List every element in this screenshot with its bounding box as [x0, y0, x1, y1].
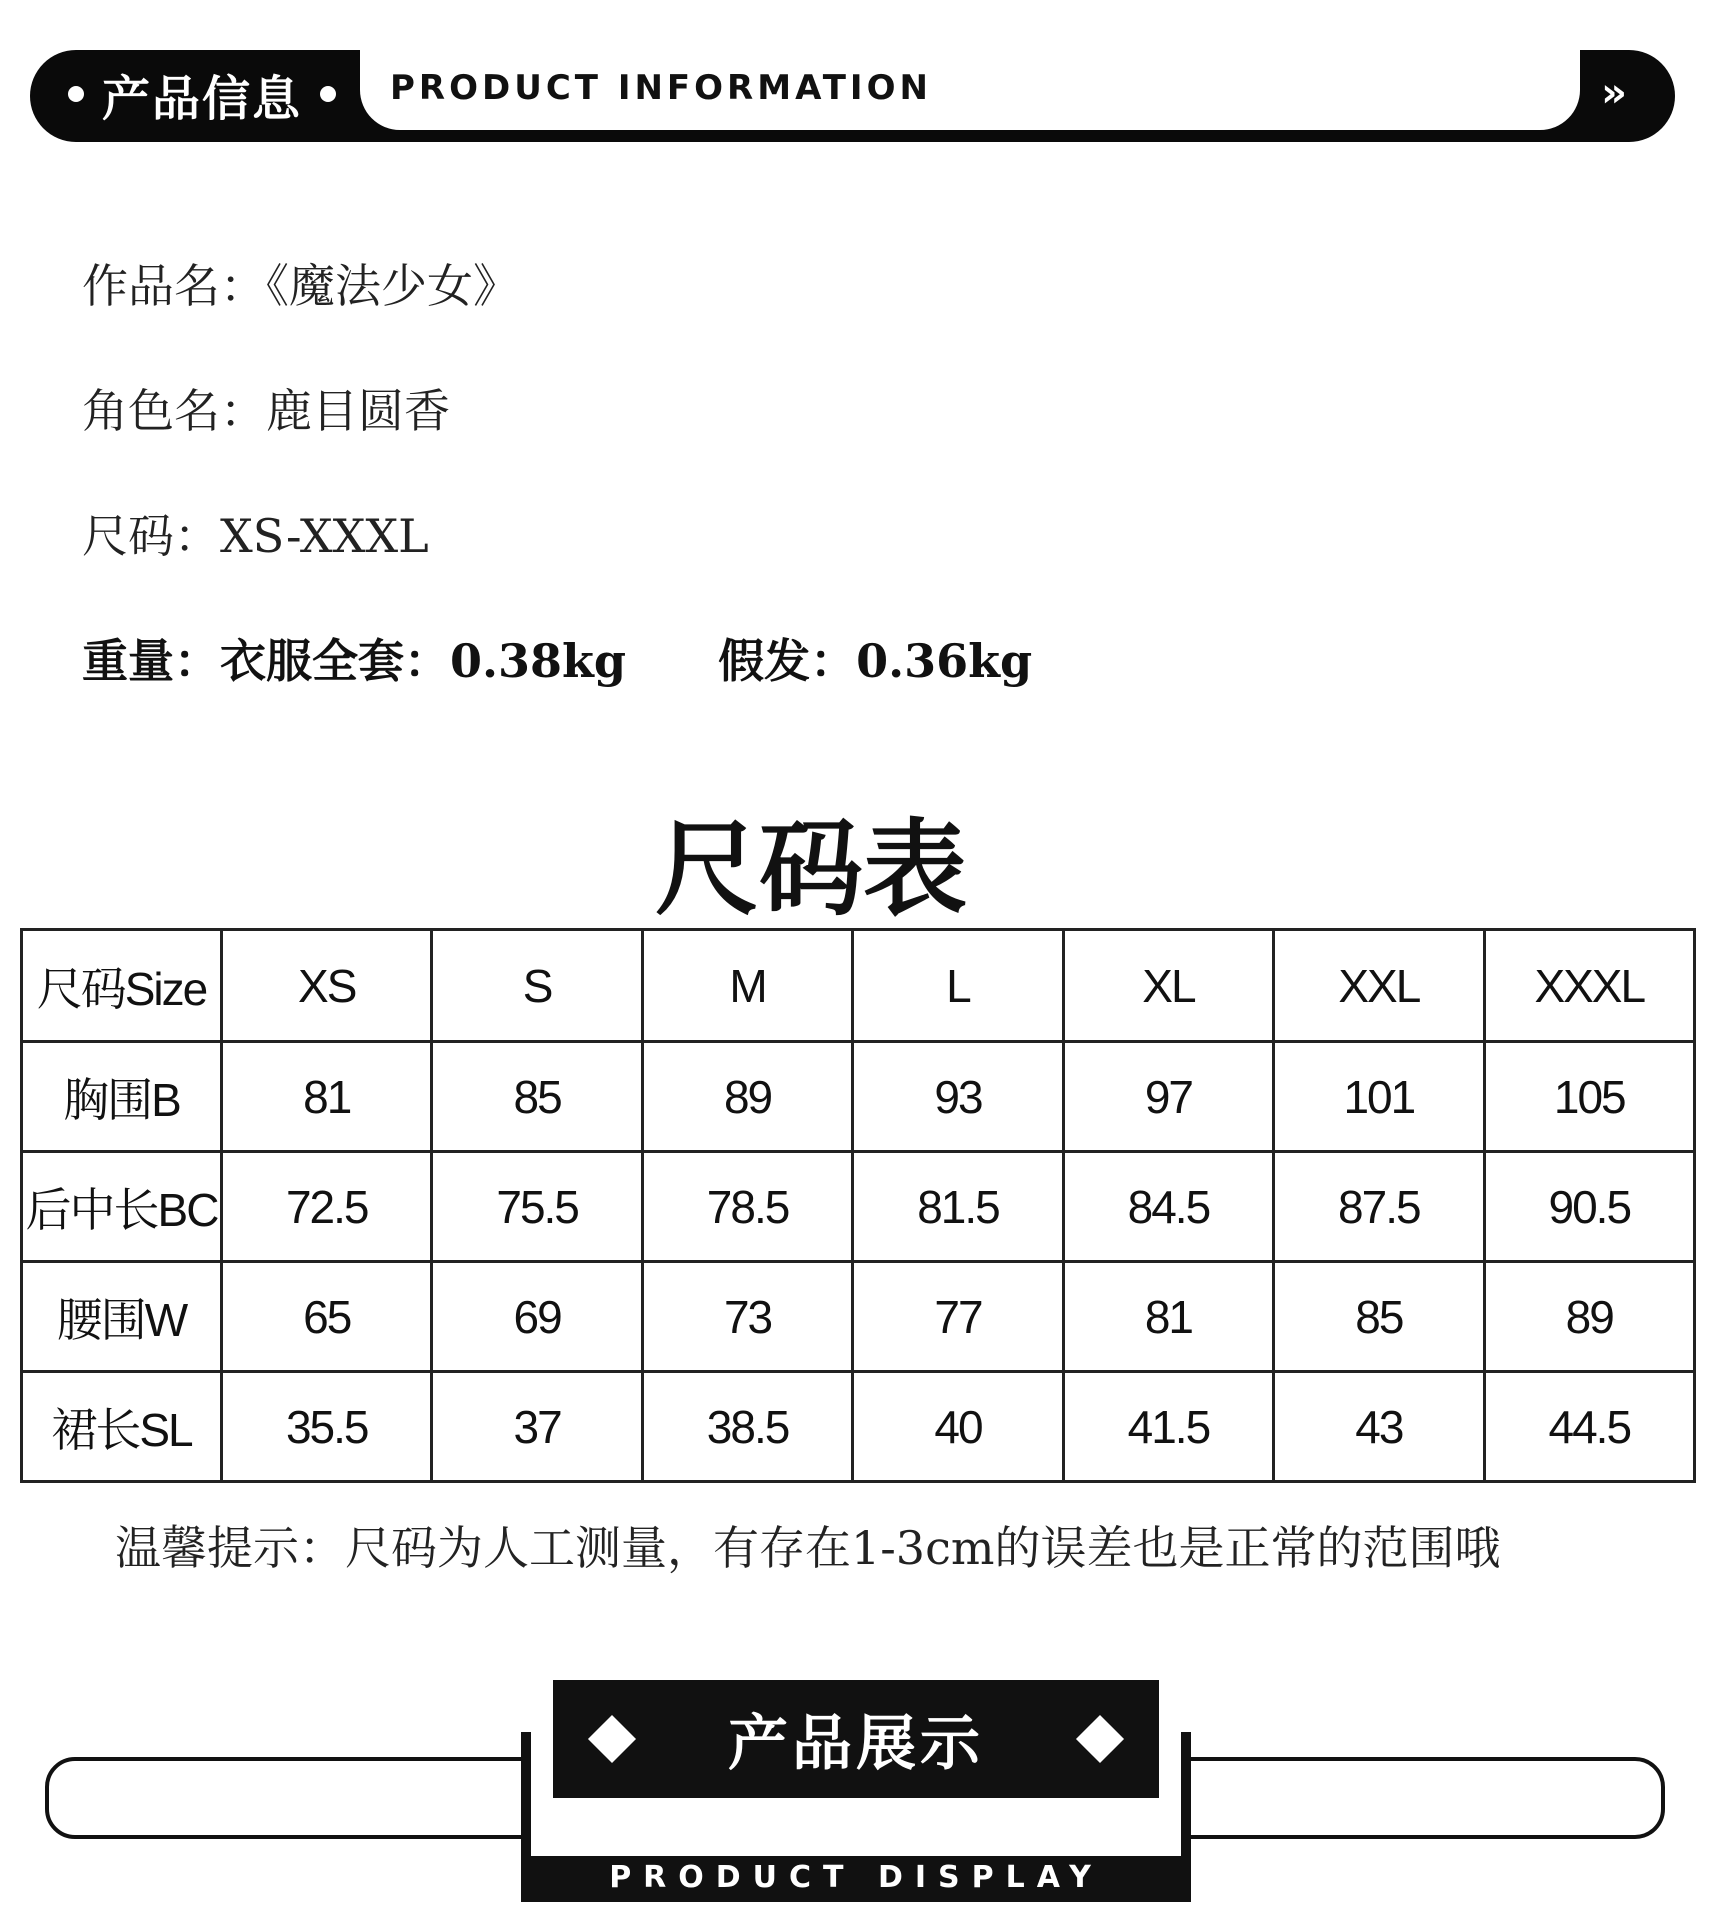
table-header-cell: M — [642, 930, 852, 1042]
table-cell: 93 — [853, 1042, 1063, 1152]
table-cell: 77 — [853, 1262, 1063, 1372]
table-cell: 81 — [1063, 1262, 1273, 1372]
table-cell: 69 — [432, 1262, 642, 1372]
table-cell: 37 — [432, 1372, 642, 1482]
table-row — [22, 1372, 1695, 1482]
banner-title-cn: 产品信息 — [102, 70, 303, 127]
table-cell: 75.5 — [432, 1152, 642, 1262]
size-range: 尺码：XS-XXXL — [82, 509, 429, 563]
size-table — [20, 928, 1696, 1483]
weight-wig: 假发：0.36kg — [718, 634, 1033, 688]
work-name: 作品名：《魔法少女》 — [82, 259, 519, 313]
table-header-cell: S — [432, 930, 642, 1042]
table-row — [22, 1042, 1695, 1152]
banner-cn-group — [68, 64, 336, 127]
bullet-dot-icon — [320, 86, 336, 102]
table-cell: 81.5 — [853, 1152, 1063, 1262]
diamond-icon — [1076, 1715, 1124, 1763]
table-cell: 43 — [1274, 1372, 1484, 1482]
table-header-cell: 尺码Size — [22, 930, 222, 1042]
table-header-cell: XXXL — [1484, 930, 1694, 1042]
table-cell: 89 — [1484, 1262, 1694, 1372]
weight-costume: 重量：衣服全套：0.38kg — [82, 634, 627, 688]
table-row-label: 后中长BC — [22, 1152, 222, 1262]
table-row-label: 裙长SL — [22, 1372, 222, 1482]
table-cell: 78.5 — [642, 1152, 852, 1262]
table-cell: 89 — [642, 1042, 852, 1152]
table-cell: 101 — [1274, 1042, 1484, 1152]
banner-title-en: PRODUCT INFORMATION — [390, 68, 932, 108]
table-cell: 73 — [642, 1262, 852, 1372]
table-cell: 85 — [432, 1042, 642, 1152]
table-cell: 84.5 — [1063, 1152, 1273, 1262]
bullet-dot-icon — [68, 86, 84, 102]
table-cell: 72.5 — [222, 1152, 432, 1262]
display-title-cn: 产品展示 — [728, 1709, 984, 1779]
product-display-banner — [0, 1680, 1717, 1895]
table-header-cell: XS — [222, 930, 432, 1042]
display-title-en: PRODUCT DISPLAY — [609, 1860, 1103, 1895]
character-name: 角色名：鹿目圆香 — [82, 384, 450, 438]
table-row — [22, 1152, 1695, 1262]
table-header-cell: L — [853, 930, 1063, 1042]
diamond-icon — [588, 1715, 636, 1763]
table-header-cell: XXL — [1274, 930, 1484, 1042]
table-cell: 87.5 — [1274, 1152, 1484, 1262]
table-row — [22, 1262, 1695, 1372]
table-cell: 40 — [853, 1372, 1063, 1482]
table-cell: 35.5 — [222, 1372, 432, 1482]
table-cell: 41.5 — [1063, 1372, 1273, 1482]
table-header-row — [22, 930, 1695, 1042]
double-chevron-right-icon: » — [1601, 70, 1627, 116]
weight-line — [82, 625, 1032, 691]
table-row-label: 腰围W — [22, 1262, 222, 1372]
table-cell: 90.5 — [1484, 1152, 1694, 1262]
table-cell: 65 — [222, 1262, 432, 1372]
size-table-title: 尺码表 — [654, 808, 967, 930]
table-row-label: 胸围B — [22, 1042, 222, 1152]
table-cell: 85 — [1274, 1262, 1484, 1372]
measurement-note: 温馨提示：尺码为人工测量，有存在1-3cm的误差也是正常的范围哦 — [115, 1521, 1501, 1575]
display-title-row — [553, 1680, 1159, 1798]
table-cell: 97 — [1063, 1042, 1273, 1152]
table-header-cell: XL — [1063, 930, 1273, 1042]
table-cell: 38.5 — [642, 1372, 852, 1482]
table-cell: 105 — [1484, 1042, 1694, 1152]
table-cell: 81 — [222, 1042, 432, 1152]
product-info-banner — [30, 50, 1675, 142]
table-cell: 44.5 — [1484, 1372, 1694, 1482]
